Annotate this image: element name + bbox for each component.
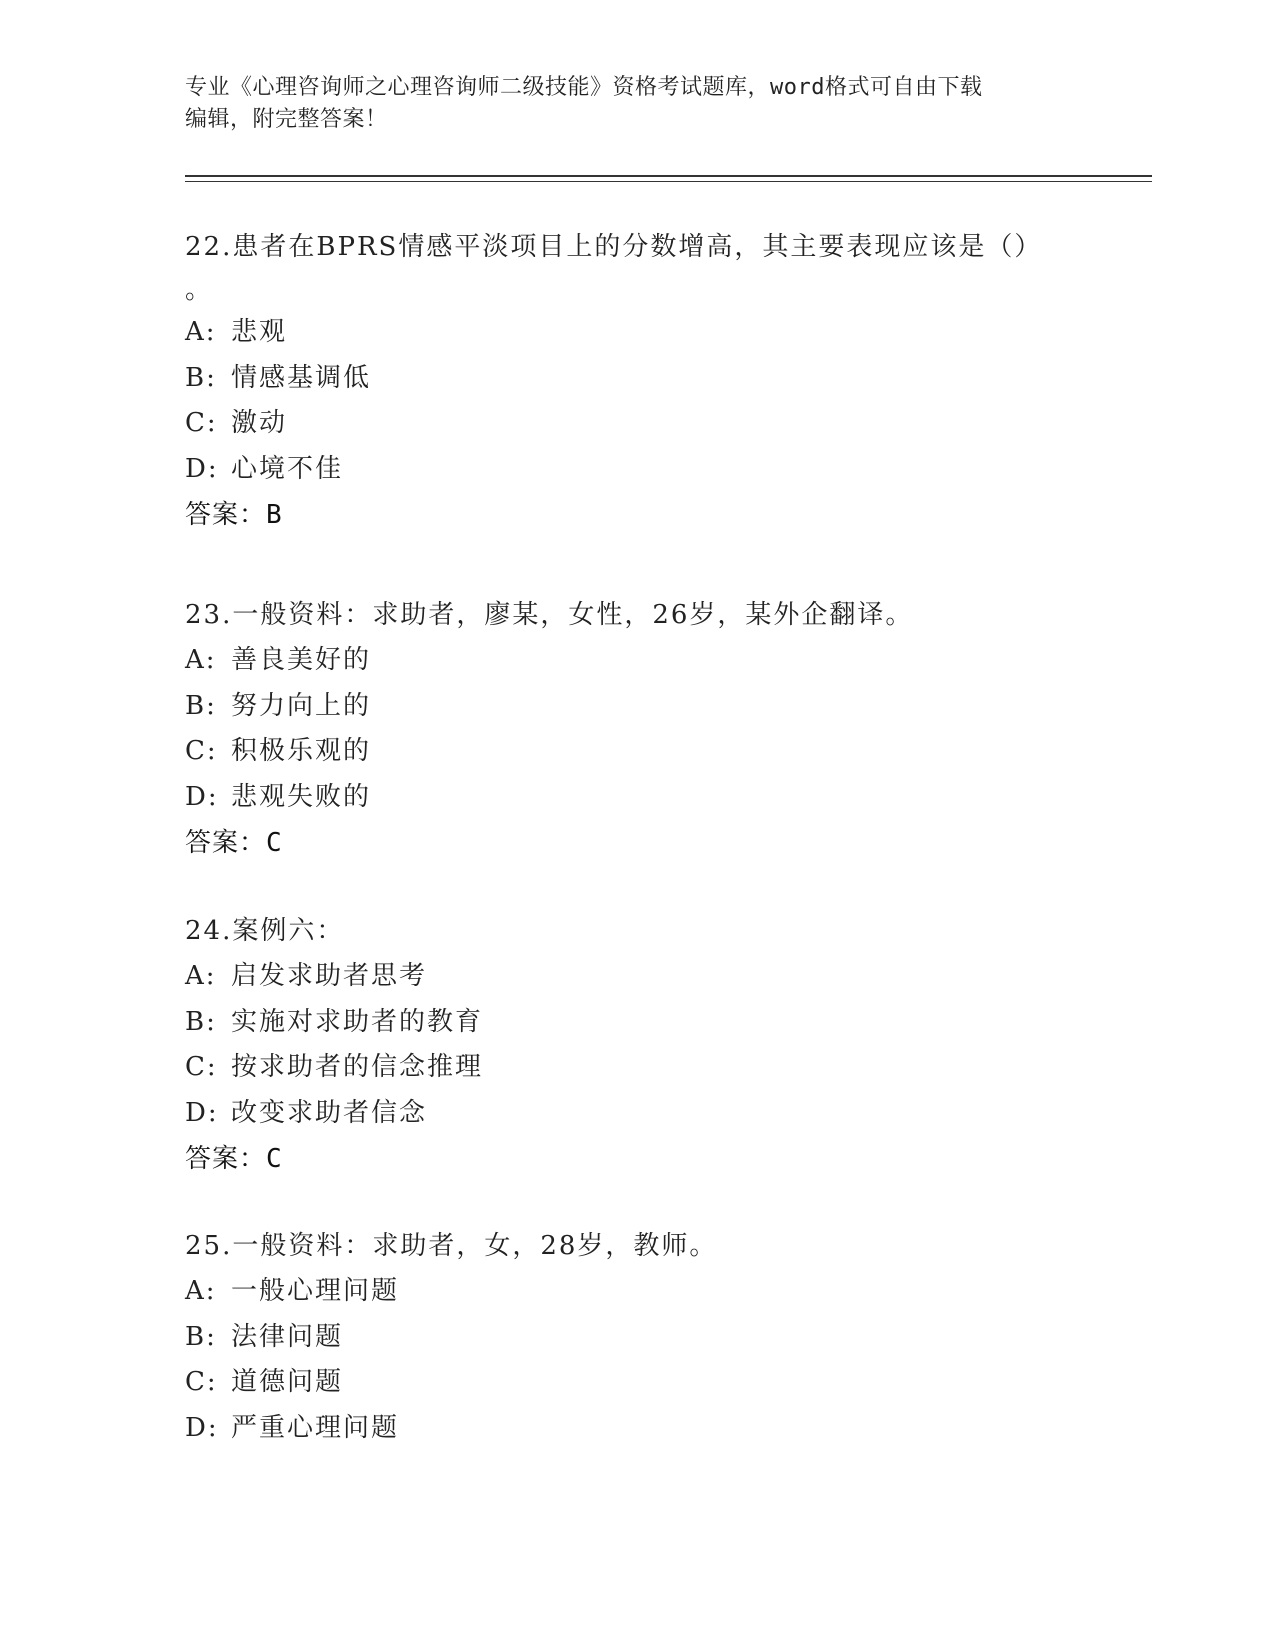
option-key: C: — [185, 736, 218, 766]
header-divider-thick — [185, 175, 1152, 177]
option-key: B: — [185, 1321, 217, 1352]
option-a — [185, 954, 1065, 1000]
option-text: 心境不佳 — [231, 453, 344, 484]
option-d — [185, 447, 1065, 493]
option-key: D: — [185, 453, 219, 484]
option-key: A: — [185, 1276, 217, 1306]
option-text: 激动 — [231, 408, 288, 438]
option-key: B: — [185, 1006, 217, 1037]
option-key: A: — [185, 961, 217, 991]
option-key: D: — [185, 1412, 219, 1443]
option-text: 悲观 — [231, 317, 288, 347]
question-stem-tail: 。 — [185, 275, 212, 305]
option-key: D: — [185, 1097, 219, 1128]
option-d — [185, 1406, 1065, 1452]
option-b — [185, 356, 1065, 402]
header-line-2: 编辑，附完整答案！ — [185, 107, 388, 132]
option-text: 实施对求助者的教育 — [231, 1006, 484, 1037]
option-a — [185, 310, 1065, 356]
option-text: 按求助者的信念推理 — [231, 1052, 484, 1082]
option-text: 启发求助者思考 — [231, 961, 428, 991]
answer-label: 答案： — [185, 1144, 267, 1174]
question-stem: 23.一般资料：求助者，廖某，女性，26岁，某外企翻译。 — [185, 600, 914, 630]
option-b — [185, 1315, 1065, 1361]
option-key: A: — [185, 645, 217, 675]
option-b — [185, 684, 1065, 730]
option-key: B: — [185, 690, 217, 721]
option-text: 悲观失败的 — [231, 781, 372, 812]
option-c — [185, 729, 1065, 775]
option-text: 道德问题 — [231, 1367, 344, 1397]
option-key: C: — [185, 1052, 218, 1082]
question-stem: 25.一般资料：求助者，女，28岁，教师。 — [185, 1231, 718, 1261]
option-text: 善良美好的 — [231, 645, 372, 675]
option-key: D: — [185, 781, 219, 812]
option-d — [185, 1091, 1065, 1137]
document-header — [185, 72, 1065, 136]
header-line-1: 专业《心理咨询师之心理咨询师二级技能》资格考试题库，word格式可自由下载 — [185, 75, 983, 100]
option-key: A: — [185, 317, 217, 347]
question-stem: 24.案例六： — [185, 916, 345, 946]
option-c — [185, 401, 1065, 447]
option-d — [185, 775, 1065, 821]
answer-line — [185, 1136, 1065, 1182]
question-23 — [185, 592, 1065, 866]
option-c — [185, 1360, 1065, 1406]
option-text: 严重心理问题 — [231, 1412, 400, 1443]
answer-label: 答案： — [185, 828, 267, 858]
option-a — [185, 1269, 1065, 1315]
question-stem: 22.患者在BPRS情感平淡项目上的分数增高，其主要表现应该是（） — [185, 232, 1043, 262]
answer-value: C — [266, 1144, 282, 1174]
answer-value: C — [266, 828, 282, 858]
option-c — [185, 1045, 1065, 1091]
answer-line — [185, 820, 1065, 866]
question-22 — [185, 224, 1065, 538]
answer-value: B — [266, 500, 282, 530]
option-b — [185, 1000, 1065, 1046]
option-text: 改变求助者信念 — [231, 1097, 428, 1128]
answer-line — [185, 492, 1065, 538]
option-key: B: — [185, 362, 217, 393]
header-divider-thin — [185, 181, 1152, 182]
option-text: 积极乐观的 — [231, 736, 372, 766]
option-key: C: — [185, 1367, 218, 1397]
answer-label: 答案： — [185, 500, 267, 530]
option-key: C: — [185, 408, 218, 438]
question-24 — [185, 908, 1065, 1182]
option-text: 法律问题 — [231, 1321, 344, 1352]
option-a — [185, 638, 1065, 684]
option-text: 一般心理问题 — [231, 1276, 400, 1306]
question-25 — [185, 1223, 1065, 1451]
option-text: 努力向上的 — [231, 690, 372, 721]
option-text: 情感基调低 — [231, 362, 372, 393]
